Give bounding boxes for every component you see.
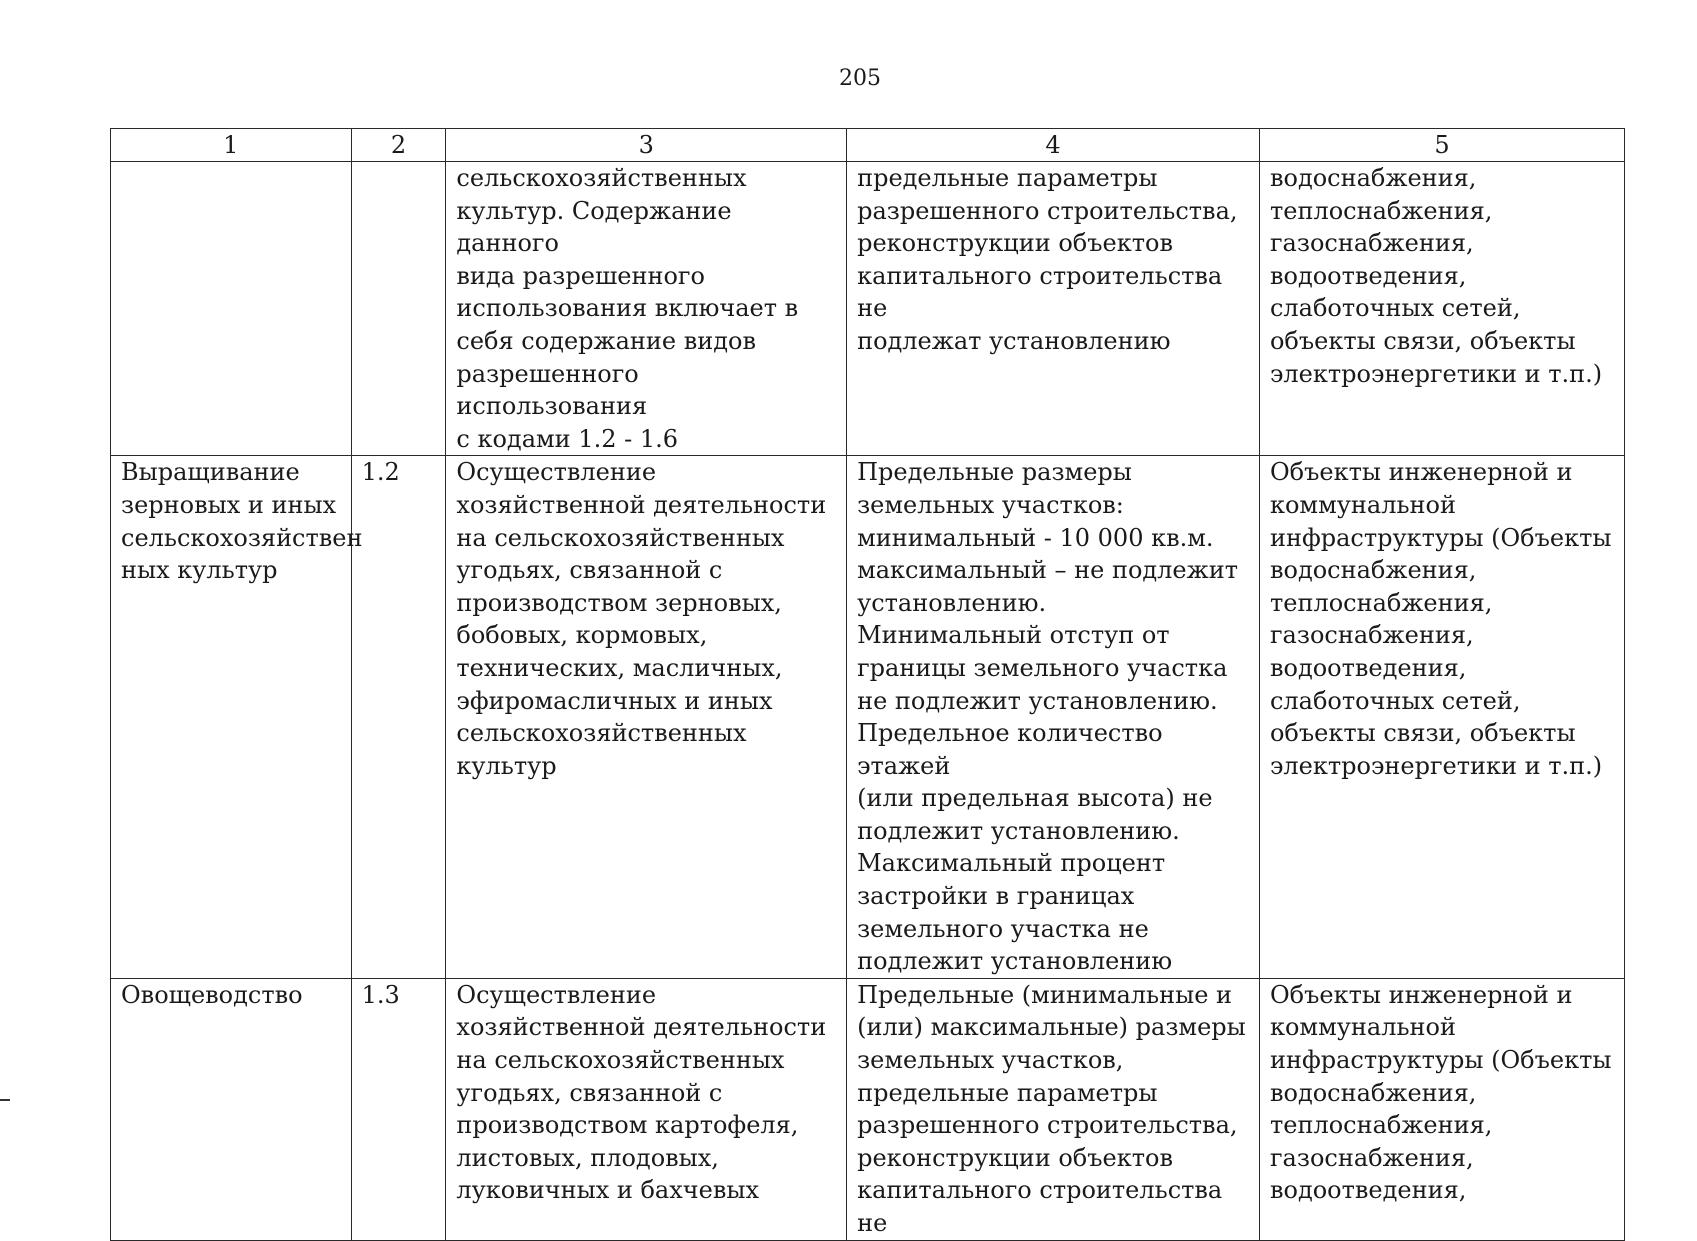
use-type-code bbox=[351, 162, 446, 456]
use-type-description: Осуществление хозяйственной деятельности на сельскохозяйственных угодьях, связанной с производством картофеля, листовых, плодовых, луковичных и бахчевых bbox=[446, 978, 847, 1240]
page-number: 205 bbox=[839, 66, 881, 91]
header-cell-1: 1 bbox=[111, 129, 352, 162]
margin-mark bbox=[0, 1099, 10, 1101]
use-type-name bbox=[111, 162, 352, 456]
table-row bbox=[111, 978, 1625, 1240]
header-cell-3: 3 bbox=[446, 129, 847, 162]
use-type-parameters: Предельные размеры земельных участков: минимальный - 10 000 кв.м. максимальный – не подлежит установлению. Минимальный отступ от границы земельного участка не подлежит установлению. Предельное количество этажей (или предельная высота) не подлежит установлению. Максимальный процент застройки в границах земельного участка не подлежит установлению bbox=[847, 456, 1260, 979]
use-type-name: Выращивание зерновых и иных сельскохозяйствен ных культур bbox=[111, 456, 352, 979]
use-type-facilities: Объекты инженерной и коммунальной инфраструктуры (Объекты водоснабжения, теплоснабжения, газоснабжения, водоотведения, bbox=[1259, 978, 1624, 1240]
header-cell-4: 4 bbox=[847, 129, 1260, 162]
use-type-description: Осуществление хозяйственной деятельности на сельскохозяйственных угодьях, связанной с производством зерновых, бобовых, кормовых, технических, масличных, эфиромасличных и иных сельскохозяйственных культур bbox=[446, 456, 847, 979]
use-type-parameters: предельные параметры разрешенного строительства, реконструкции объектов капитального строительства не подлежат установлению bbox=[847, 162, 1260, 456]
use-type-name: Овощеводство bbox=[111, 978, 352, 1240]
land-use-table bbox=[110, 128, 1625, 1241]
header-cell-5: 5 bbox=[1259, 129, 1624, 162]
header-cell-2: 2 bbox=[351, 129, 446, 162]
use-type-facilities: водоснабжения, теплоснабжения, газоснабжения, водоотведения, слаботочных сетей, объекты связи, объекты электроэнергетики и т.п.) bbox=[1259, 162, 1624, 456]
table-row bbox=[111, 162, 1625, 456]
table-header-row bbox=[111, 129, 1625, 162]
use-type-description: сельскохозяйственных культур. Содержание данного вида разрешенного использования включает в себя содержание видов разрешенного использования с кодами 1.2 - 1.6 bbox=[446, 162, 847, 456]
use-type-code: 1.3 bbox=[351, 978, 446, 1240]
use-type-parameters: Предельные (минимальные и (или) максимальные) размеры земельных участков, предельные параметры разрешенного строительства, реконструкции объектов капитального строительства не bbox=[847, 978, 1260, 1240]
use-type-facilities: Объекты инженерной и коммунальной инфраструктуры (Объекты водоснабжения, теплоснабжения, газоснабжения, водоотведения, слаботочных сетей, объекты связи, объекты электроэнергетики и т.п.) bbox=[1259, 456, 1624, 979]
table-row bbox=[111, 456, 1625, 979]
use-type-code: 1.2 bbox=[351, 456, 446, 979]
